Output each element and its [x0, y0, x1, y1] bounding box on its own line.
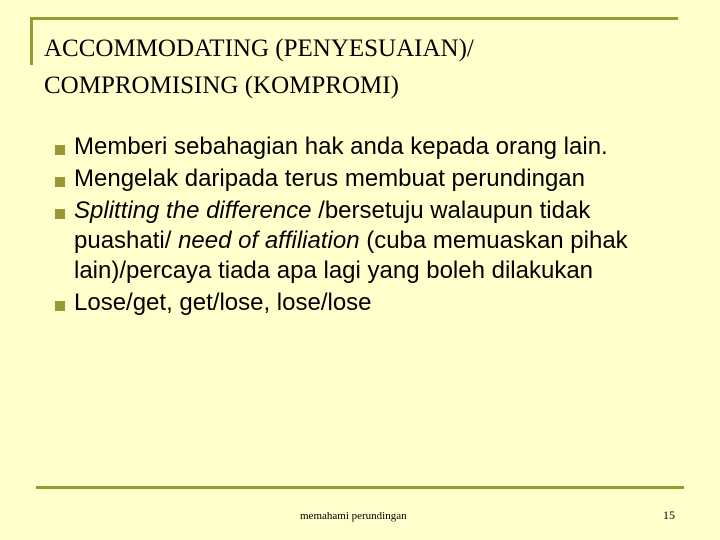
bullet-text-segment: /bersetuju walaupun tidak puashati/ [74, 197, 591, 254]
bullet-text-italic-segment: Splitting the difference [74, 197, 312, 224]
bullet-item [56, 288, 686, 318]
bullet-square-icon [55, 177, 65, 187]
bullet-text-segment: (cuba memuaskan pihak lain)/percaya tiada apa lagi yang boleh dilakukan [74, 227, 628, 284]
bullet-square-icon [55, 145, 65, 155]
bullet-text-segment: Lose/get, get/lose, lose/lose [74, 289, 372, 316]
slide-title [44, 30, 684, 104]
bullet-text [74, 288, 686, 318]
title-frame-left-line [30, 17, 33, 65]
bullet-text [74, 164, 686, 194]
bullet-item [56, 132, 686, 162]
footer-divider-line [36, 486, 684, 489]
bullet-item [56, 196, 686, 286]
bullet-text [74, 132, 686, 162]
bullet-list [56, 132, 686, 320]
title-line-2: COMPROMISING (KOMPROMI) [44, 72, 399, 99]
bullet-square-icon [55, 209, 65, 219]
title-frame-top-line [30, 17, 678, 20]
bullet-text-segment: Memberi sebahagian hak anda kepada orang lain. [74, 133, 608, 160]
footer-text: memahami perundingan [300, 510, 407, 522]
bullet-text-italic-segment: need of affiliation [178, 227, 360, 254]
title-line-1: ACCOMMODATING (PENYESUAIAN)/ [44, 35, 474, 62]
bullet-text-segment: Mengelak daripada terus membuat perundingan [74, 165, 585, 192]
bullet-text [74, 196, 686, 286]
page-number: 15 [663, 508, 675, 522]
bullet-square-icon [55, 301, 65, 311]
bullet-item [56, 164, 686, 194]
